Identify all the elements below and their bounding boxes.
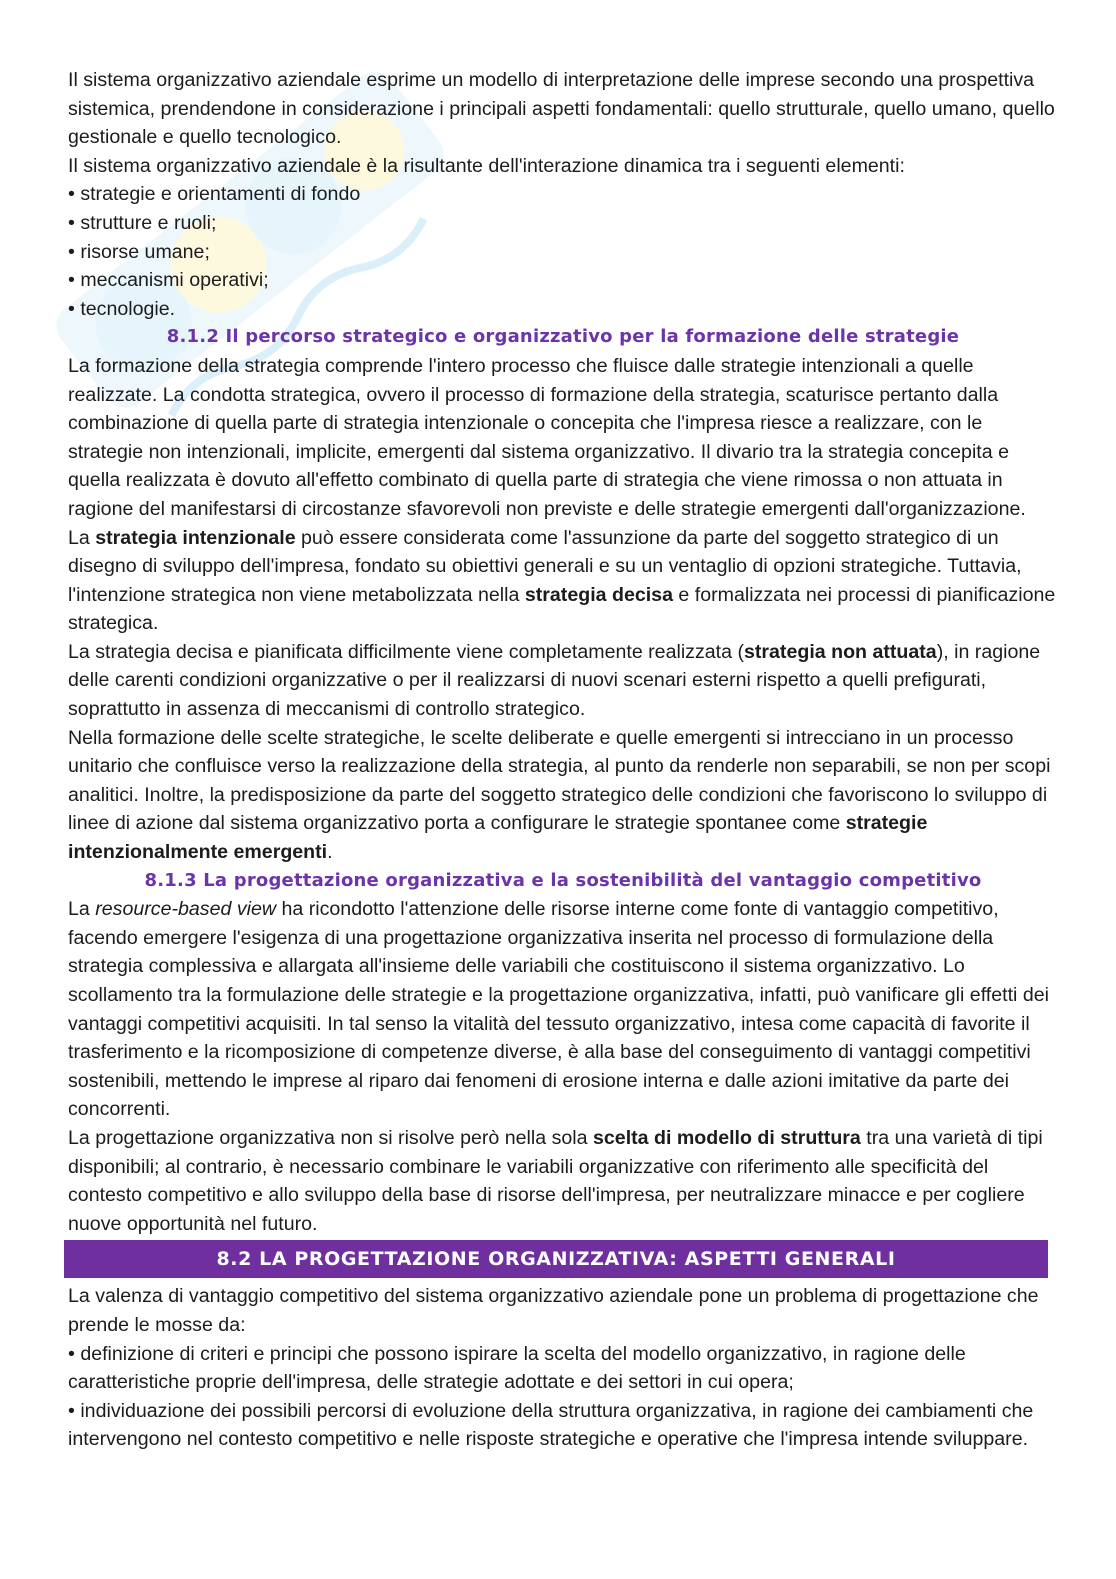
text-run: La progettazione organizzativa non si risolve però nella sola	[68, 1126, 593, 1149]
text-run: tra una varietà di tipi disponibili; al contrario, è necessario combinare le variabili organizzative con riferimento alle specificità del contesto competitivo e allo sviluppo della base di risorse dell'impresa, per neutralizzare minacce e per cogliere nuove opportunità nel futuro.	[68, 1126, 1043, 1235]
paragraph-structure-choice	[68, 1124, 1058, 1238]
list-item: • meccanismi operativi;	[68, 266, 1058, 295]
elements-list	[68, 180, 1058, 323]
list-item: • risorse umane;	[68, 238, 1058, 267]
paragraph-intentional-strategy	[68, 524, 1058, 638]
bold-term: strategie intenzionalmente emergenti	[68, 812, 928, 864]
chapter-heading-8-2: 8.2 LA PROGETTAZIONE ORGANIZZATIVA: ASPETTI GENERALI	[64, 1240, 1048, 1278]
section-heading-8-1-2: 8.1.2 Il percorso strategico e organizzativo per la formazione delle strategie	[166, 326, 960, 348]
list-item: • individuazione dei possibili percorsi di evoluzione della struttura organizzativa, in ragione dei cambiamenti che intervengono nel contesto competitivo e nelle risposte strategiche e operative che l'impresa intende sviluppare.	[68, 1397, 1058, 1454]
bold-term: scelta di modello di struttura	[593, 1126, 861, 1149]
intro-paragraph-2: Il sistema organizzativo aziendale è la risultante dell'interazione dinamica tra i seguenti elementi:	[68, 154, 905, 177]
list-item: • strategie e orientamenti di fondo	[68, 180, 1058, 209]
text-run: e formalizzata nei processi di pianificazione strategica.	[68, 583, 1056, 635]
design-list	[68, 1340, 1058, 1454]
bold-term: strategia non attuata	[743, 640, 937, 663]
paragraph-resource-based-view	[68, 895, 1058, 1124]
text-run: Nella formazione delle scelte strategiche, le scelte deliberate e quelle emergenti si intrecciano in un processo unitario che confluisce verso la realizzazione della strategia, al punto da renderle non separabili, se non per scopi analitici. Inoltre, la predisposizione da parte del soggetto strategico delle condizioni che favoriscono lo sviluppo di linee di azione dal sistema organizzativo porta a configurare le strategie spontanee come	[68, 726, 1051, 835]
text-run: La	[68, 898, 96, 921]
text-run: .	[327, 841, 333, 864]
text-run: ha ricondotto l'attenzione delle risorse interne come fonte di vantaggio competitivo, facendo emergere l'esigenza di una progettazione organizzativa inserita nel processo di formulazione della strategia complessiva e allargata all'insieme delle variabili che costituiscono il sistema organizzativo. Lo scollamento tra la formulazione delle strategie e la progettazione organizzativa, infatti, può vanificare gli effetti dei vantaggi competitivi acquisiti. In tal senso la vitalità del tessuto organizzativo, intesa come capacità di favorite il trasferimento e la ricomposizione di competenze diverse, è alla base del conseguimento di vantaggi competitivi sostenibili, mettendo le imprese al riparo dai fenomeni di erosione interna e dalle azioni imitative da parte dei concorrenti.	[68, 898, 1049, 1121]
italic-term: resource-based view	[95, 898, 277, 921]
intro-paragraph-1: Il sistema organizzativo aziendale esprime un modello di interpretazione delle imprese secondo una prospettiva sistemica, prendendone in considerazione i principali aspetti fondamentali: quello strutturale, quello umano, quello gestionale e quello tecnologico.	[68, 69, 1055, 149]
section-heading-8-1-3: 8.1.3 La progettazione organizzativa e la sostenibilità del vantaggio competitivo	[144, 869, 982, 891]
paragraph-unrealized-strategy	[68, 638, 1058, 724]
text-run: ), in ragione delle carenti condizioni organizzative o per il realizzarsi di nuovi scenari esterni rispetto a quelli prefigurati, soprattutto in assenza di meccanismi di controllo strategico.	[68, 640, 1041, 721]
list-item: • definizione di criteri e principi che possono ispirare la scelta del modello organizzativo, in ragione delle caratteristiche proprie dell'impresa, delle strategie adottate e dei settori in cui opera;	[68, 1340, 1058, 1397]
text-run: La strategia decisa e pianificata difficilmente viene completamente realizzata (	[68, 640, 744, 663]
bold-term: strategia decisa	[524, 583, 673, 606]
text-run: La	[68, 526, 96, 549]
bold-term: strategia intenzionale	[95, 526, 296, 549]
paragraph-design-problem: La valenza di vantaggio competitivo del sistema organizzativo aziendale pone un problema di progettazione che prende le mosse da:	[68, 1285, 1039, 1336]
paragraph-strategy-formation: La formazione della strategia comprende l'intero processo che fluisce dalle strategie intenzionali a quelle realizzate. La condotta strategica, ovvero il processo di formazione della strategia, scaturisce pertanto dalla combinazione di quella parte di strategia intenzionale o concepita che l'impresa riesce a realizzare, con le strategie non intenzionali, implicite, emergenti dal sistema organizzativo. Il divario tra la strategia concepita e quella realizzata è dovuto all'effetto combinato di quella parte di strategia che viene rimossa o non attuata in ragione del manifestarsi di circostanze sfavorevoli non previste e delle strategie emergenti dall'organizzazione.	[68, 354, 1026, 520]
document-body	[68, 66, 1058, 1454]
list-item: • tecnologie.	[68, 295, 1058, 324]
list-item: • strutture e ruoli;	[68, 209, 1058, 238]
paragraph-emergent-strategy	[68, 724, 1058, 867]
text-run: può essere considerata come l'assunzione da parte del soggetto strategico di un disegno di sviluppo dell'impresa, fondato su obiettivi generali e su un ventaglio di opzioni strategiche. Tuttavia, l'intenzione strategica non viene metabolizzata nella	[68, 526, 1022, 606]
